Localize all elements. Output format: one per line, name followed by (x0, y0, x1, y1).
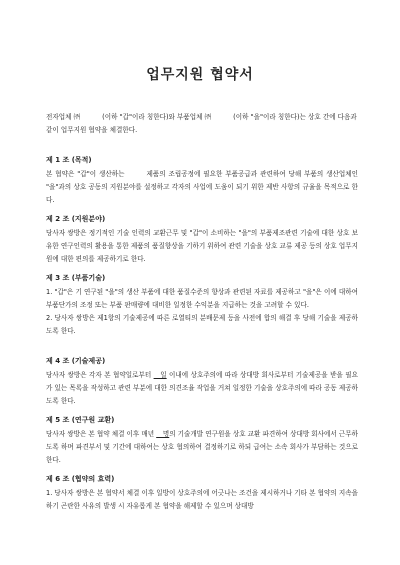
article-3 (46, 273, 358, 338)
article-3-item-2: 2. 당사자 쌍방은 제1항의 기술제공에 따른 로열티의 분배문제 등을 사전에 합의 해결 후 당해 기술을 제공하도록 한다. (46, 314, 358, 335)
article-5-blank-people: __명 (156, 430, 170, 438)
article-6-heading: 제 6 조 (협약의 효력) (46, 475, 115, 483)
article-4-text (46, 369, 358, 408)
article-5-text-before: 당사자 쌍방은 본 협약 체결 이후 매년 (46, 430, 155, 438)
article-6 (46, 474, 358, 513)
article-1 (46, 155, 358, 207)
intro-party-b-suffix: (이하 "을"이라 칭한다)는 상호 간에 다음과 같이 업무지원 협약을 체결한다. (46, 112, 357, 134)
document-title: 업무지원 협약서 (146, 67, 254, 83)
article-6-text: 1. 당사자 쌍방은 본 협약서 체결 이후 일방이 상호주의에 어긋나는 조건을 제시하거나 기타 본 협약의 지속을 하기 곤란한 사유의 발생 시 자유롭게 본 협약을 해제할 수 있으며 상대방 (46, 489, 358, 510)
intro-party-a-suffix: (이하 "갑"이라 칭한다)와 부품업체 ㈜ (102, 112, 212, 121)
article-4 (46, 356, 358, 408)
article-5 (46, 415, 358, 467)
article-2 (46, 214, 358, 266)
article-4-heading: 제 4 조 (기술제공) (46, 357, 106, 365)
intro-paragraph (46, 111, 358, 137)
article-4-text-after: 이내에 상호주의에 따라 상대방 회사로부터 기술제공을 받을 필요가 있는 목록을 작성하고 관련 부분에 대한 의견조율 작업을 거쳐 일정한 기술을 상호주의에 따라 공동 제공하도록 한다. (46, 371, 358, 405)
article-5-text-after: 의 기술개발 연구원을 상호 교환 파견하여 상대방 회사에서 근무하도록 하며 파견부서 및 기간에 대하여는 상호 협의하여 결정하기로 하되 급여는 소속 회사가 부담하는 것으로 한다. (46, 430, 358, 464)
article-3-heading: 제 3 조 (부품기술) (46, 274, 106, 282)
article-2-text: 당사자 쌍방은 정기적인 기술 인력의 교환근무 및 "갑"이 소비하는 "을"의 부품제조관련 기술에 대한 상호 보유한 연구인력의 활용을 통한 제품의 품질향상을 기하기 위하여 관련 기술을 상호 교류 제공 등의 상호 업무지원에 대한 편의를 제공하기로 한다. (46, 229, 358, 263)
intro-party-a-prefix: 전자업체 ㈜ (46, 112, 81, 121)
article-1-text-after: 제품의 조립공정에 필요한 부품공급과 관련하여 당해 부품의 생산업체인 "을"과의 상호 공동의 지원분야를 설정하고 각자의 사업에 도움이 되기 위한 제반 사항의 규율을 목적으로 한다. (46, 170, 358, 204)
article-1-heading: 제 1 조 (목적) (46, 156, 92, 164)
article-2-heading: 제 2 조 (지원분야) (46, 215, 106, 223)
article-4-blank-days: __일 (153, 371, 167, 379)
article-5-heading: 제 5 조 (연구원 교환) (46, 416, 115, 424)
article-1-text-before: 본 협약은 "갑"이 생산하는 (46, 170, 125, 178)
article-1-text (46, 168, 358, 207)
article-3-item-1: 1. "갑"은 기 연구된 "을"의 생산 부품에 대한 품질수준의 향상과 관련된 자료를 제공하고 "을"은 이에 대하여 부품단가의 조정 또는 부품 판매량에 대비한 일정한 수익분을 지급하는 것을 고려할 수 있다. (46, 288, 358, 309)
article-5-text (46, 428, 358, 467)
article-4-text-before: 당사자 쌍방은 각자 본 협약일로부터 (46, 371, 152, 379)
